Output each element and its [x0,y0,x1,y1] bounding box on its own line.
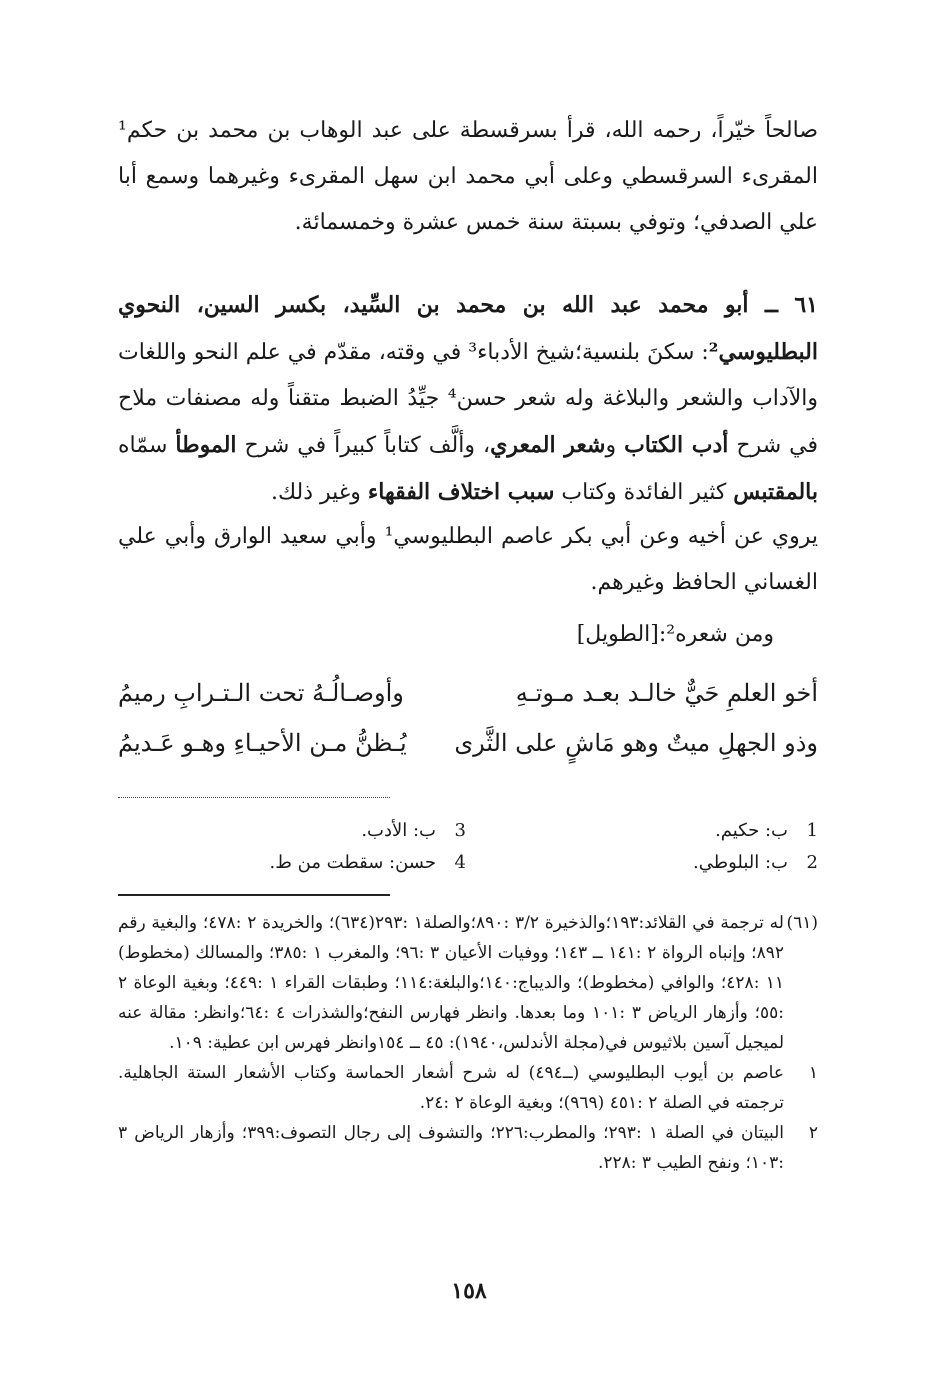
entry-heading: ٦١ ــ أبو محمد عبد الله بن محمد بن السِّيد، بكسر السين، النحوي البطليوسي² [118,292,818,365]
verse-second-hemistich: وأوصـالُـهُ تحت الـتـرابِ رميمُ [118,679,404,707]
poem-verse [118,670,818,716]
bibliography-item: ١ عاصم بن أيوب البطليوسي (ــ٤٩٤) له شرح أشعار الحماسة وكتاب الأشعار الستة الجاهلية. ترجمته في الصلة ٢ :٤٥١ (٩٦٩)؛ وبغية الوعاة ٢ :٢٤. [118,1063,818,1113]
poem-verse [118,720,818,766]
book-title: سبب اختلاف الفقهاء [367,479,555,505]
book-title: أدب الكتاب [624,432,729,458]
paragraph-narrators: يروي عن أخيه وعن أبي بكر عاصم البطليوسي¹ وأبي سعيد الوارق وأبي علي الغساني الحافظ وغيرهم. [118,524,818,595]
book-title: شعر المعري [490,432,606,458]
footnote-separator-rule [118,894,390,896]
entry-text: وغير ذلك. [270,480,368,505]
page-number: ١٥٨ [451,1278,487,1304]
footnote: 2ب: البلوطي. [693,852,818,873]
entry-61-paragraph [118,282,818,516]
verse-first-hemistich: أخو العلمِ حَيٌّ خالـد بعـد مـوتـهِ [515,679,818,707]
poem-intro: ومن شعره²:[الطويل] [576,622,774,647]
bibliography-notes [118,908,818,1178]
book-title: بالمقتبس [733,479,818,505]
paragraph-continuation: صالحاً خيّراً، رحمه الله، قرأ بسرقسطة على عبد الوهاب بن محمد بن حكم¹ المقرىء السرقسطي وعلى أبي محمد ابن سهل المقرىء وغيرهما وسمع أبا علي الصدفي؛ وتوفي بسبتة سنة خمس عشرة وخمسمائة. [118,118,818,235]
entry-text: ، وألَّف كتاباً كبيراً في شرح [236,433,491,458]
verse-first-hemistich: وذو الجهلِ ميتٌ وهو مَاشٍ على الثَّرى [454,729,818,757]
footnote: 1ب: حكيم. [715,820,818,841]
entry-text: و [605,433,625,458]
entry-text: : سكنَ بلنسية؛شيخ الأدباء³ في وقته، مقدّم في علم النحو واللغات والآداب والشعر والبلاغة وله شعر حسن⁴ جيِّدُ الضبط متقناً وله مصنفات ملاح في شرح [117,340,819,458]
bibliography-item: ٢ البيتان في الصلة ١ :٢٩٣؛ والمطرب:٢٢٦؛ والتشوف إلى رجال التصوف:٣٩٩؛ وأزهار الرياض ٣ :١٠٣؛ ونفح الطيب ٣ :٢٢٨. [118,1123,818,1173]
verse-second-hemistich: يُـظنُّ مـن الأحيـاءِ وهـو عَـديمُ [118,729,407,757]
bibliography-item: (٦١) له ترجمة في القلائد:١٩٣؛والذخيرة ٣/٢ :٨٩٠؛والصلة١ :٢٩٣(٦٣٤)؛ والخريدة ٢ :٤٧٨؛ والبغية رقم ٨٩٢؛ وإنباه الرواة ٢ :١٤١ ــ ١٤٣؛ ووفيات الأعيان ٣ :٩٦؛ والمغرب ١ :٣٨٥؛ والمسالك (مخطوط) ١١ :٤٢٨؛ والوافي (مخطوط)؛ والديباج:١٤٠؛والبلغة:١١٤؛ وطبقات القراء ١ :٤٤٩؛ وبغية الوعاة ٢ :٥٥؛ وأزهار الرياض ٣ :١٠١ وما بعدها. وانظر فهارس النفح؛والشذرات ٤ :٦٤؛وانظر: مقالة عنه لميجيل آسين بلاثيوس في(مجلة الأندلس،١٩٤٠): ٤٥ ــ ١٥٤وانظر فهرس ابن عطية: ١٠٩. [118,913,818,1053]
book-title: الموطأ [175,432,237,458]
entry-text: كثير الفائدة وكتاب [554,480,734,505]
footnote-separator-dotted [118,797,390,798]
entry-text: سمّاه [118,433,176,458]
footnote: 4حسن: سقطت من ط. [269,852,466,873]
footnote: 3ب: الأدب. [361,820,466,841]
